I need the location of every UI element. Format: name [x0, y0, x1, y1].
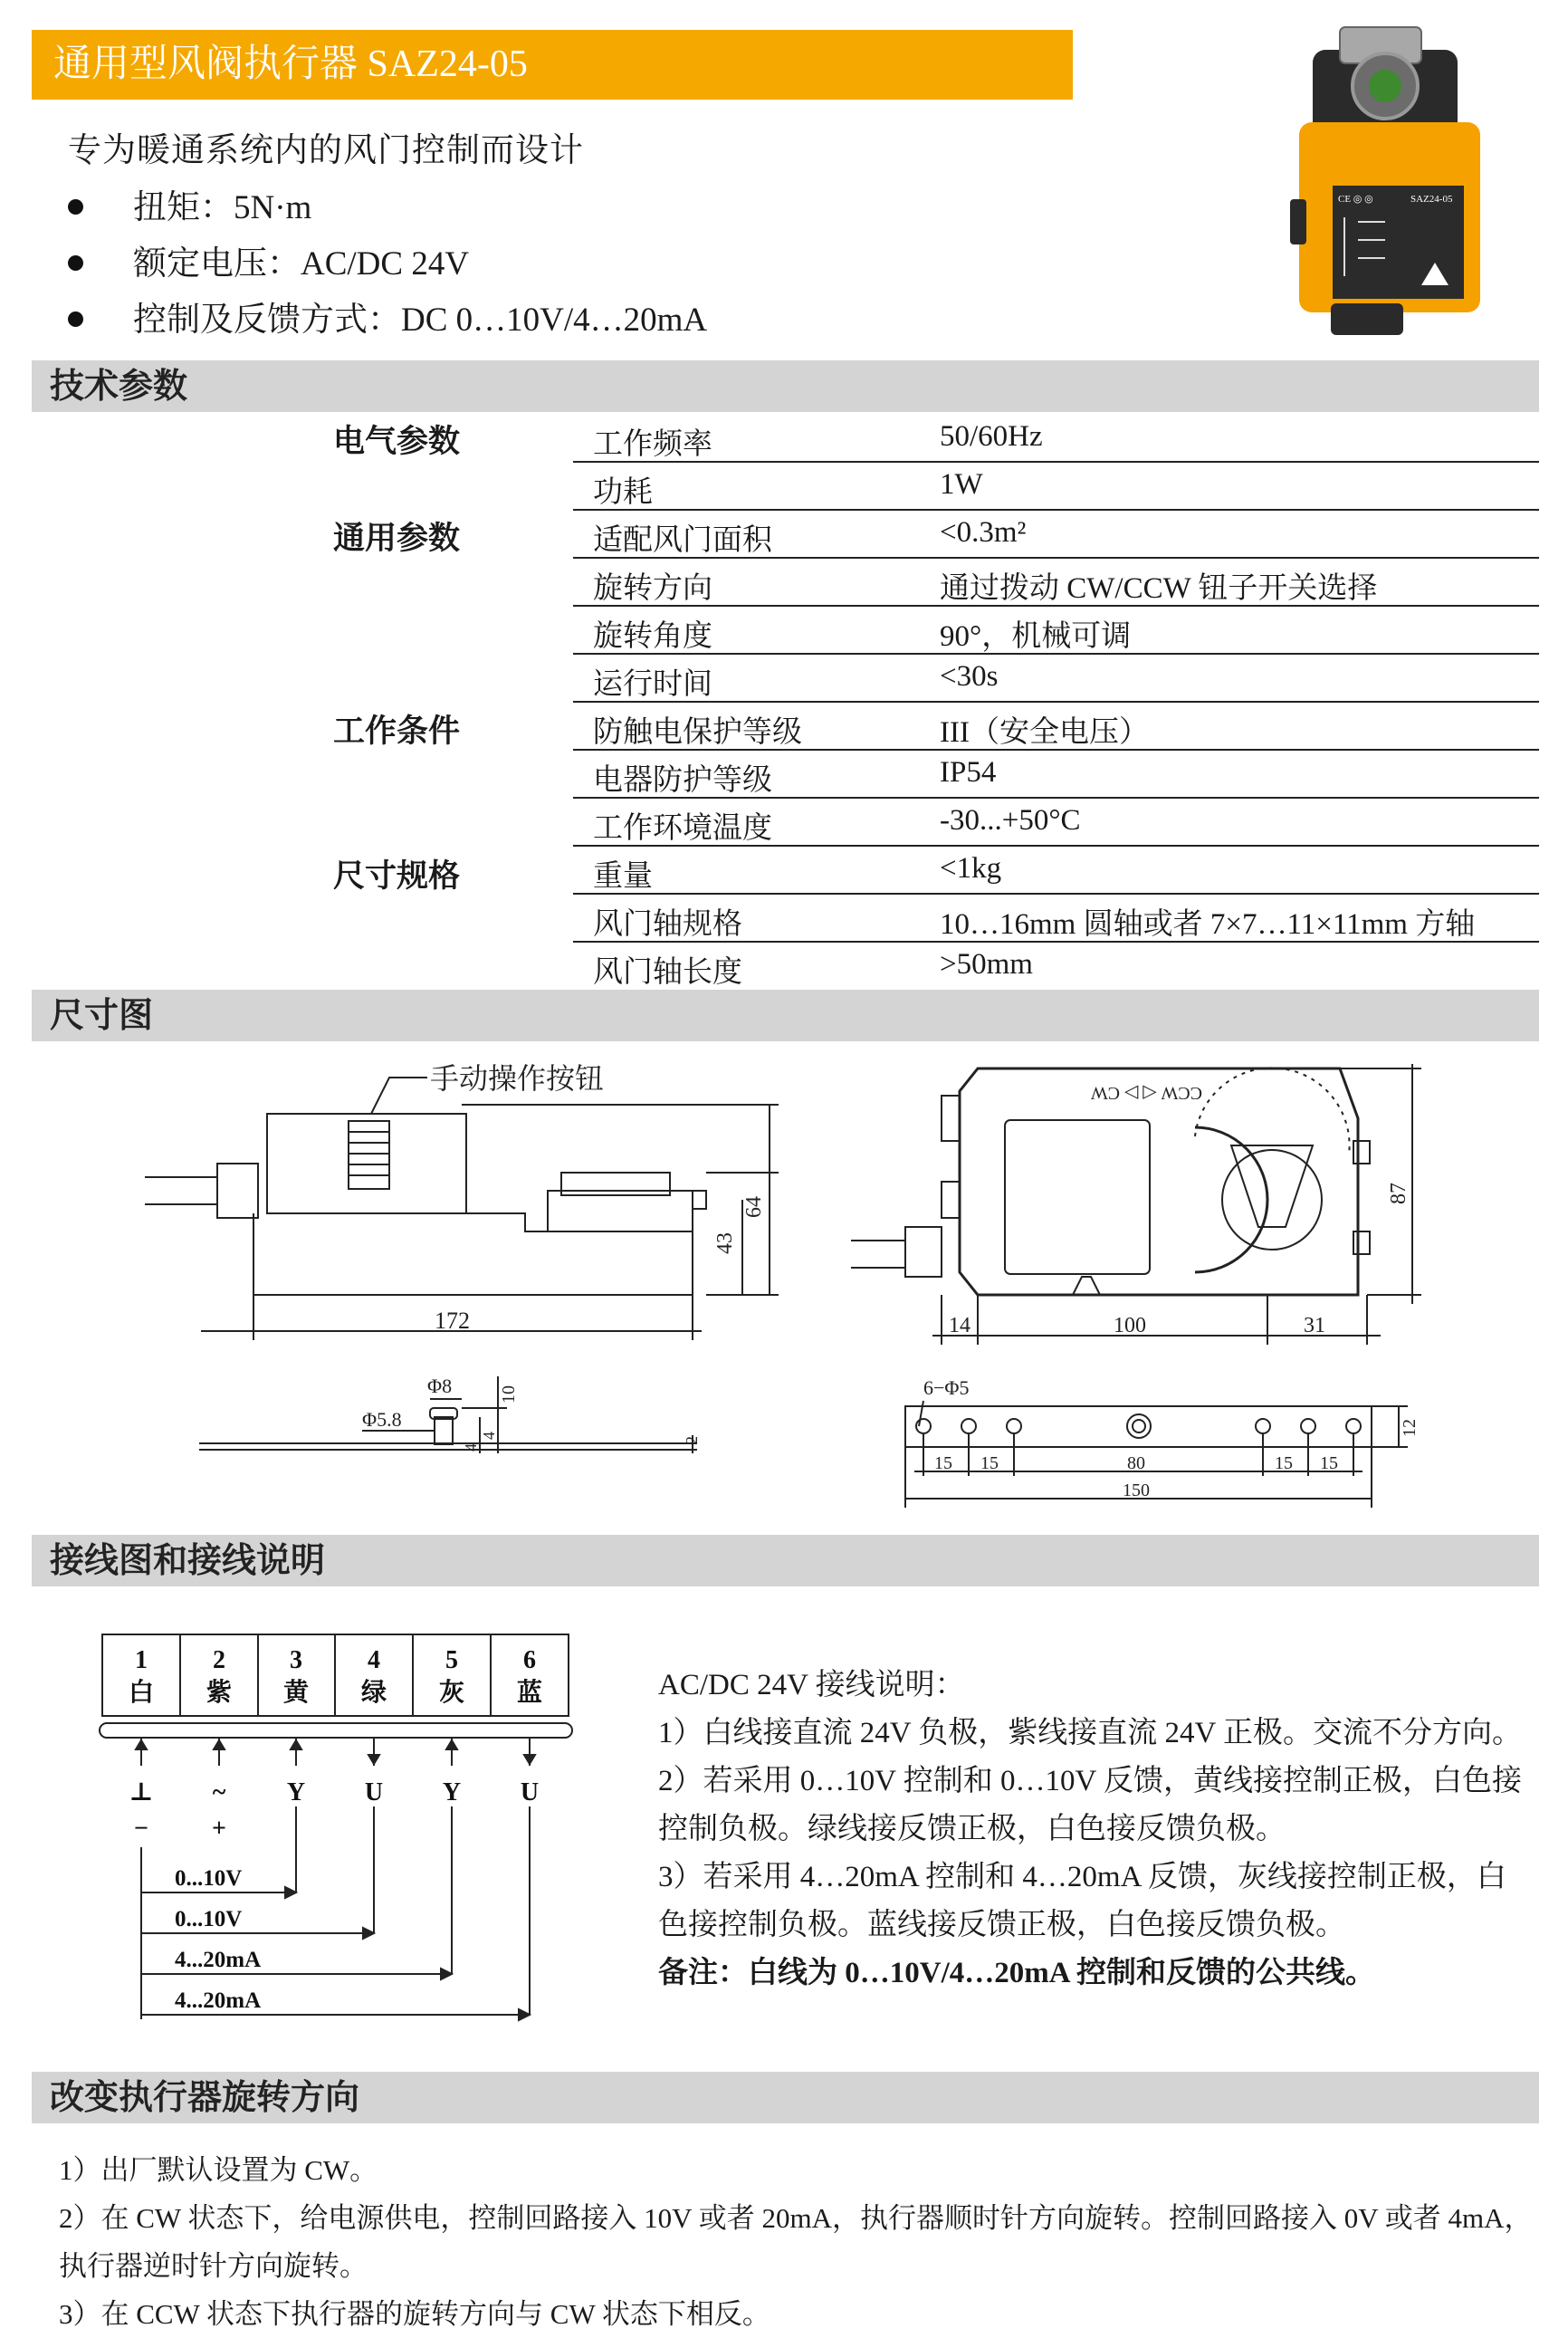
spec-category: 电气参数: [333, 424, 461, 460]
manual-button-label: 手动操作按钮: [430, 1062, 605, 1095]
wiring-description: [658, 1662, 1527, 1998]
signal-label: 4...20mA: [175, 1948, 262, 1972]
spec-row: 风门轴规格 10…16mm 圆轴或者 7×7…11×11mm 方轴: [573, 893, 1539, 943]
symbol-5: Y: [442, 1778, 462, 1806]
plate-drawing: [896, 1372, 1430, 1512]
spec-row: 重量 <1kg: [573, 845, 1539, 895]
bullet-torque: 扭矩：5N·m: [68, 179, 311, 228]
polarity-plus: +: [212, 1815, 226, 1843]
section-rotation: 改变执行器旋转方向: [32, 2072, 1539, 2123]
terminal-6-color: 蓝: [516, 1679, 543, 1707]
side-length-dim: 172: [435, 1308, 470, 1334]
bracket-drawing: [190, 1367, 715, 1467]
dim-d58: Φ5.8: [362, 1408, 402, 1431]
side-height-body-dim: 43: [713, 1232, 737, 1254]
terminal-4-color: 绿: [360, 1679, 387, 1707]
bullet-voltage: 额定电压：AC/DC 24V: [68, 235, 469, 284]
spec-row: 工作频率 50/60Hz: [573, 413, 1539, 463]
top-height-dim: 87: [1387, 1183, 1410, 1204]
terminal-3-num: 3: [290, 1646, 302, 1674]
spec-row: 电器防护等级 IP54: [573, 749, 1539, 799]
wiring-desc-line: 2）若采用 0…10V 控制和 0…10V 反馈，黄线接控制正极，白色接控制负极。绿线接反馈正极，白色接反馈负极。: [658, 1765, 1522, 1845]
spec-category: 通用参数: [333, 521, 461, 557]
terminal-3-color: 黄: [282, 1679, 310, 1707]
rotation-line: 3）在 CCW 状态下执行器的旋转方向与 CW 状态下相反。: [59, 2298, 770, 2330]
wiring-desc-line: 3）若采用 4…20mA 控制和 4…20mA 反馈，灰线接控制正极，白色接控制负极。蓝线接反馈正极，白色接反馈负极。: [658, 1861, 1506, 1941]
subtitle: 专为暖通系统内的风门控制而设计: [68, 132, 584, 169]
dim-s80: 80: [1127, 1453, 1145, 1473]
wiring-desc-line: 1）白线接直流 24V 负极，紫线接直流 24V 正极。交流不分方向。: [658, 1717, 1522, 1749]
terminal-4-num: 4: [368, 1646, 380, 1674]
bullet-dot: [68, 311, 83, 327]
dim-s2: 15: [980, 1453, 999, 1473]
dim-h4b: 4: [462, 1443, 480, 1452]
dim-s1: 15: [934, 1453, 952, 1473]
section-wiring: 接线图和接线说明: [32, 1535, 1539, 1586]
top-dim-14: 14: [949, 1314, 970, 1337]
dim-s4: 15: [1320, 1453, 1338, 1473]
signal-label: 0...10V: [175, 1907, 243, 1931]
symbol-3: Y: [286, 1778, 306, 1806]
terminal-6-num: 6: [523, 1646, 536, 1674]
side-view-drawing: [145, 1050, 797, 1358]
terminal-1-color: 白: [128, 1679, 155, 1707]
dim-height: 12: [1400, 1419, 1420, 1437]
dim-holes: 6−Φ5: [923, 1376, 970, 1399]
rotation-line: 2）在 CW 状态下，给电源供电，控制回路接入 10V 或者 20mA，执行器顺时针方向旋转。控制回路接入 0V 或者 4mA，执行器逆时针方向旋转。: [59, 2202, 1533, 2282]
bullet-dot: [68, 199, 83, 215]
terminal-2-color: 紫: [206, 1679, 233, 1707]
spec-category: 工作条件: [333, 714, 461, 750]
wiring-diagram: [95, 1630, 584, 2037]
top-view-drawing: [851, 1055, 1430, 1363]
spec-row: 工作环境温度 -30...+50°C: [573, 797, 1539, 847]
polarity-minus: −: [134, 1815, 148, 1843]
wiring-note: 备注：白线为 0…10V/4…20mA 控制和反馈的公共线。: [658, 1957, 1375, 1989]
spec-row: 风门轴长度 >50mm: [593, 948, 1033, 989]
top-dim-31: 31: [1304, 1314, 1325, 1337]
symbol-4: U: [364, 1778, 384, 1806]
dim-h2: 2: [683, 1436, 701, 1444]
product-model-label: SAZ24-05: [1410, 194, 1453, 205]
dim-h10: 10: [499, 1385, 519, 1404]
product-photo: [1286, 18, 1480, 340]
dim-total: 150: [1123, 1480, 1150, 1500]
section-tech: 技术参数: [32, 360, 1539, 412]
terminal-1-num: 1: [135, 1646, 148, 1674]
svg-text:CE ◎ ◎: CE ◎ ◎: [1338, 194, 1373, 205]
rotation-line: 1）出厂默认设置为 CW。: [59, 2154, 378, 2186]
dim-h4: 4: [480, 1432, 498, 1440]
dim-d8: Φ8: [427, 1375, 453, 1397]
terminal-5-num: 5: [445, 1646, 458, 1674]
top-dim-100: 100: [1114, 1314, 1146, 1337]
rotation-instructions: [59, 2146, 1544, 2338]
terminal-5-color: 灰: [438, 1679, 465, 1707]
wiring-desc-line: AC/DC 24V 接线说明：: [658, 1669, 965, 1701]
spec-row: 旋转方向 通过拨动 CW/CCW 钮子开关选择: [573, 557, 1539, 607]
bullet-dot: [68, 255, 83, 271]
rotation-switch-label: CCW ◁ ▷ CW: [1090, 1083, 1202, 1103]
title-bar: [32, 30, 1073, 100]
symbol-6: U: [520, 1778, 540, 1806]
dim-s3: 15: [1275, 1453, 1293, 1473]
spec-category: 尺寸规格: [333, 858, 461, 895]
spec-row: 旋转角度 90°，机械可调: [573, 605, 1539, 655]
section-dimensions: 尺寸图: [32, 990, 1539, 1041]
page-title: 通用型风阀执行器 SAZ24-05: [53, 43, 528, 85]
terminal-2-num: 2: [213, 1646, 225, 1674]
spec-row: 防触电保护等级 III（安全电压）: [573, 701, 1539, 751]
spec-row: 适配风门面积 <0.3m²: [573, 509, 1539, 559]
spec-row: 运行时间 <30s: [573, 653, 1539, 703]
side-height-total-dim: 64: [742, 1196, 766, 1218]
signal-label: 0...10V: [175, 1866, 243, 1891]
symbol-2: ~: [212, 1778, 226, 1806]
bullet-control: 控制及反馈方式：DC 0…10V/4…20mA: [68, 292, 707, 340]
spec-row: 功耗 1W: [573, 461, 1539, 511]
signal-label: 4...20mA: [175, 1988, 262, 2013]
symbol-1: ⊥: [129, 1778, 154, 1806]
